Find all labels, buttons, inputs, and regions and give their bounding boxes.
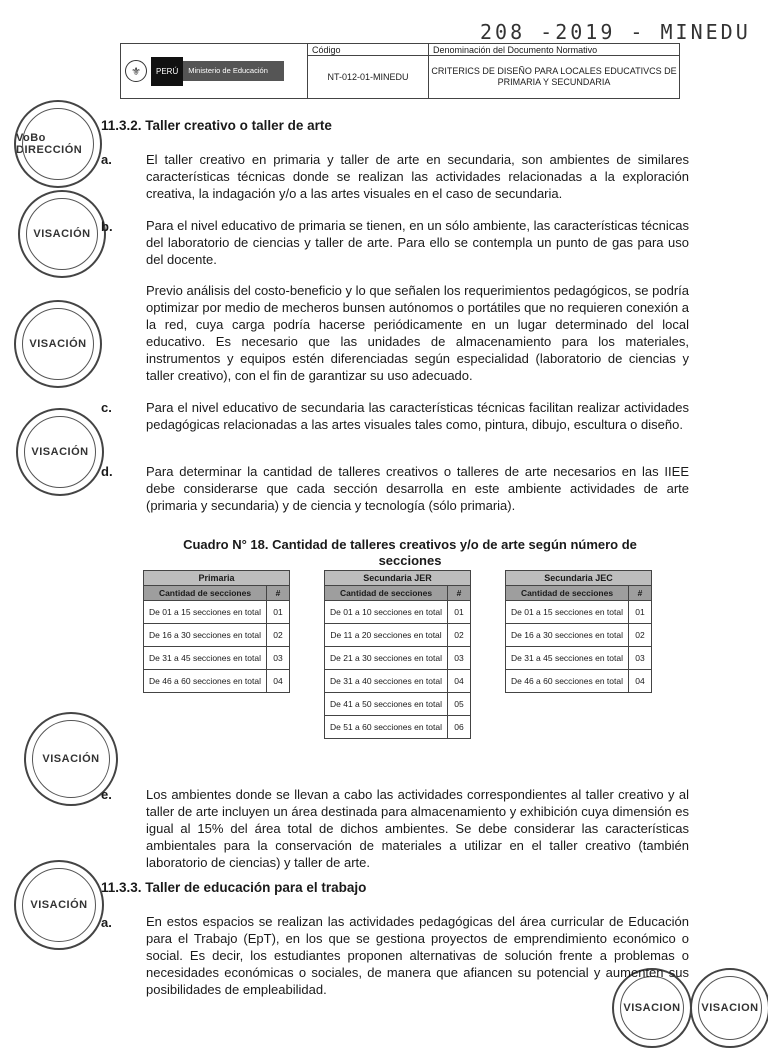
table-row	[144, 670, 290, 693]
table-row	[325, 670, 471, 693]
item-label: a.	[101, 152, 112, 167]
row-count: 01	[448, 601, 471, 624]
row-label: De 31 a 45 secciones en total	[144, 647, 267, 670]
denomination-caption: Denominación del Documento Normativo	[429, 44, 680, 56]
table-row	[506, 601, 652, 624]
row-count: 02	[629, 624, 652, 647]
item-label: c.	[101, 400, 112, 415]
column-header: Cantidad de secciones	[144, 586, 267, 601]
visacion-stamp: VISACIÓN	[14, 860, 104, 950]
row-label: De 46 a 60 secciones en total	[144, 670, 267, 693]
row-count: 03	[448, 647, 471, 670]
row-count: 02	[448, 624, 471, 647]
table-row	[325, 693, 471, 716]
row-label: De 31 a 40 secciones en total	[325, 670, 448, 693]
item-label: d.	[101, 464, 113, 479]
visacion-stamp: VISACIÓN	[16, 408, 104, 496]
row-count: 02	[267, 624, 290, 647]
paragraph-b: Para el nivel educativo de primaria se tienen, en un sólo ambiente, las características técnicas del laboratorio de ciencias y taller de arte. Para ello se contempla un punto de gas para uso del docente.	[146, 218, 689, 267]
visacion-stamp: VISACIÓN	[14, 300, 102, 388]
visacion-stamp: VISACION	[612, 968, 692, 1048]
vobo-stamp: VoBo DIRECCIÓN	[14, 100, 102, 188]
peru-label: PERÚ	[151, 57, 183, 86]
section-heading: 11.3.3. Taller de educación para el trabajo	[101, 880, 367, 895]
table-row	[144, 647, 290, 670]
item-label: a.	[101, 915, 112, 930]
document-number: 208 -2019 - MINEDU	[480, 20, 751, 44]
table-row	[506, 624, 652, 647]
paragraph-ept: En estos espacios se realizan las actividades pedagógicas del área curricular de Educación para el Trabajo (EpT), en los que se gestiona proyectos de emprendimiento económico o social. Es decir, los estudiantes proponen alternativas de solución frente a problemas o necesidades económicas o sociales, de manera que afiancen su potencial y aumenten sus posibilidades de empleabilidad.	[146, 914, 689, 997]
table-caption: Cuadro N° 18. Cantidad de talleres creativos y/o de arte según número de secciones	[183, 537, 637, 568]
paragraph-b2: Previo análisis del costo-beneficio y lo que señalen los requerimientos pedagógicos, se podría optimizar por medio de mecheros bunsen autónomos o portátiles que no requieren conexión a la red, cuya carga podría hacerse periódicamente en un lugar determinado del local educativo. Es necesario que las unidades de almacenamiento para los materiales, instrumentos y equipos estén diferenciadas según especialidad (laboratorio de ciencias y taller creativo), con el fin de garantizar su uso adecuado.	[146, 283, 689, 383]
table-row	[325, 601, 471, 624]
item-label: b.	[101, 219, 113, 234]
visacion-stamp: VISACIÓN	[24, 712, 118, 806]
row-label: De 11 a 20 secciones en total	[325, 624, 448, 647]
row-count: 03	[267, 647, 290, 670]
row-label: De 16 a 30 secciones en total	[506, 624, 629, 647]
table-title: Secundaria JEC	[506, 571, 652, 586]
table-row	[144, 624, 290, 647]
paragraph-c: Para el nivel educativo de secundaria las características técnicas facilitan realizar actividades pedagógicas relacionadas a las artes visuales tales como, pintura, dibujo, escultura o diseño.	[146, 400, 689, 432]
column-header: #	[629, 586, 652, 601]
row-count: 01	[629, 601, 652, 624]
denomination-value: CRITERICS DE DISEÑO PARA LOCALES EDUCATIVCS DE PRIMARIA Y SECUNDARIA	[429, 56, 680, 99]
table-title: Primaria	[144, 571, 290, 586]
row-count: 03	[629, 647, 652, 670]
row-label: De 46 a 60 secciones en total	[506, 670, 629, 693]
row-count: 05	[448, 693, 471, 716]
paragraph-a: El taller creativo en primaria y taller de arte en secundaria, son ambientes de similares características técnicas donde se realizan las actividades relacionadas a la exploración creativa, la indagación y/o a las artes visuales en el caso de secundaria.	[146, 152, 689, 201]
row-count: 01	[267, 601, 290, 624]
table-primaria	[143, 570, 290, 693]
table-row	[144, 601, 290, 624]
column-header: #	[448, 586, 471, 601]
table-secundaria-jec	[505, 570, 652, 693]
paragraph-d: Para determinar la cantidad de talleres creativos o talleres de arte necesarios en las IIEE debe considerarse que cada sección desarrolla en este ambiente actividades de arte (primaria y secundaria) y de ciencia y tecnología (sólo primaria).	[146, 464, 689, 513]
visacion-stamp: VISACIÓN	[18, 190, 106, 278]
paragraph-e: Los ambientes donde se llevan a cabo las actividades correspondientes al taller creativo y al taller de arte incluyen un área destinada para almacenamiento y exhibición cuya dimensión es igual al 15% del área total de dichos ambientes. Se debe considerar las características ambientales para la conservación de materiales a utilizar en el taller creativo (también laboratorio de ciencias) y taller de arte.	[146, 787, 689, 870]
table-row	[506, 647, 652, 670]
code-value: NT-012-01-MINEDU	[308, 56, 429, 99]
table-row	[325, 624, 471, 647]
code-caption: Código	[308, 44, 429, 56]
section-heading: 11.3.2. Taller creativo o taller de arte	[101, 118, 332, 133]
row-label: De 21 a 30 secciones en total	[325, 647, 448, 670]
row-label: De 16 a 30 secciones en total	[144, 624, 267, 647]
row-count: 04	[448, 670, 471, 693]
ministry-label: Ministerio de Educación	[183, 61, 284, 81]
row-count: 04	[267, 670, 290, 693]
row-label: De 41 a 50 secciones en total	[325, 693, 448, 716]
coat-of-arms-icon: ⚜	[125, 60, 147, 82]
table-row	[325, 716, 471, 739]
row-label: De 51 a 60 secciones en total	[325, 716, 448, 739]
row-label: De 01 a 15 secciones en total	[506, 601, 629, 624]
row-count: 04	[629, 670, 652, 693]
row-label: De 31 a 45 secciones en total	[506, 647, 629, 670]
column-header: Cantidad de secciones	[506, 586, 629, 601]
column-header: #	[267, 586, 290, 601]
table-title: Secundaria JER	[325, 571, 471, 586]
column-header: Cantidad de secciones	[325, 586, 448, 601]
row-label: De 01 a 10 secciones en total	[325, 601, 448, 624]
table-row	[506, 670, 652, 693]
row-label: De 01 a 15 secciones en total	[144, 601, 267, 624]
document-header	[120, 43, 680, 99]
table-row	[325, 647, 471, 670]
row-count: 06	[448, 716, 471, 739]
ministry-logo	[121, 44, 308, 99]
table-secundaria-jer	[324, 570, 471, 739]
visacion-stamp: VISACION	[690, 968, 768, 1048]
item-label: e.	[101, 787, 112, 802]
